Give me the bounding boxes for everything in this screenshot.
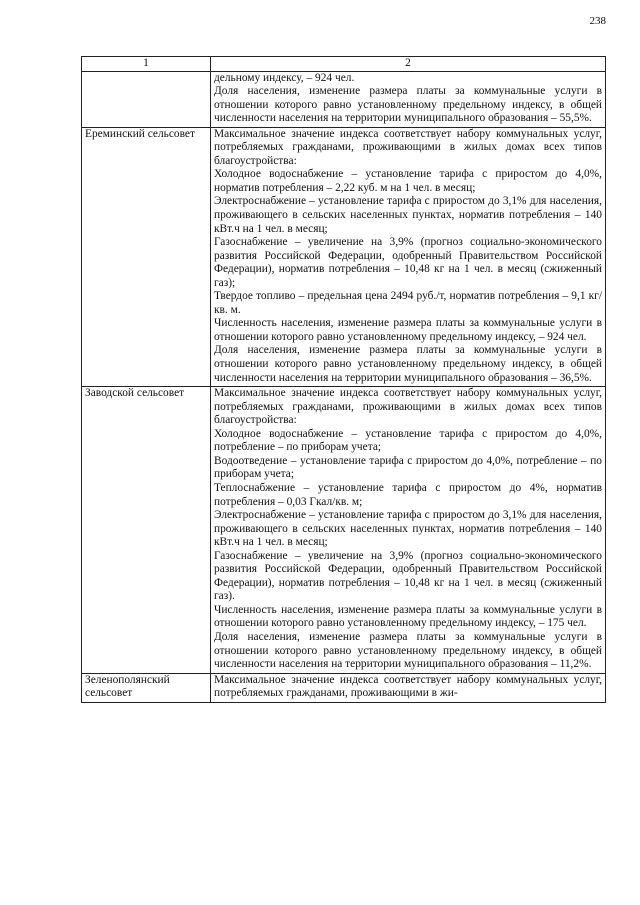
- description-cell: [211, 387, 606, 673]
- paragraph: Электроснабжение – установление тарифа с приростом до 3,1% для населения, проживающего в сельских населенных пунктах, норматив потребления – 140 кВт.ч на 1 чел. в месяц;: [214, 509, 602, 549]
- table-header-row: [82, 57, 606, 72]
- table-header-cell: 1: [82, 57, 211, 72]
- municipality-name-cell: [82, 673, 211, 702]
- municipality-name-cell: [82, 71, 211, 127]
- municipality-name: Зеленополянский сельсовет: [85, 673, 170, 700]
- municipality-name: Ереминский сельсовет: [85, 127, 195, 140]
- paragraph: Электроснабжение – установление тарифа с приростом до 3,1% для населения, проживающего в сельских населенных пунктах, норматив потребления – 140 кВт.ч на 1 чел. в месяц;: [214, 195, 602, 235]
- table-header-cell: 2: [211, 57, 606, 72]
- description-cell: [211, 71, 606, 127]
- table-row: [82, 387, 606, 673]
- table-row: [82, 673, 606, 702]
- paragraph: Теплоснабжение – установление тарифа с приростом до 4%, норматив потребления – 0,03 Гкал/кв. м;: [214, 481, 602, 508]
- document-table: [81, 56, 606, 703]
- paragraph: Максимальное значение индекса соответствует набору коммунальных услуг, потребляемых гражданами, проживающими в жилых домах всех типов благоустройства:: [214, 127, 602, 167]
- paragraph: дельному индексу, – 924 чел.: [214, 71, 355, 84]
- paragraph: Доля населения, изменение размера платы за коммунальные услуги в отношении которого равно установленному предельному индексу, в общей численности населения на территории муниципального образования – 11,2%.: [214, 630, 602, 671]
- paragraph: Газоснабжение – увеличение на 3,9% (прогноз социально-экономического развития Российской Федерации, одобренный Правительством Российской Федерации), норматив потребления – 10,48 кг на 1 чел. в месяц (сжиженный газ);: [214, 236, 602, 289]
- table-row: [82, 127, 606, 386]
- municipality-name-cell: [82, 387, 211, 673]
- paragraph: Холодное водоснабжение – установление тарифа с приростом до 4,0%, норматив потребления – 2,22 куб. м на 1 чел. в месяц;: [214, 168, 602, 194]
- paragraph: Газоснабжение – увеличение на 3,9% (прогноз социально-экономического развития Российской Федерации, одобренный Правительством Российской Федерации), норматив потребления – 10,48 кг на 1 чел. в месяц (сжиженный газ).: [214, 549, 602, 603]
- paragraph: Доля населения, изменение размера платы за коммунальные услуги в отношении которого равно установленному предельному индексу, в общей численности населения на территории муниципального образования – 55,5%.: [214, 85, 602, 125]
- paragraph: Твердое топливо – предельная цена 2494 руб./т, норматив потребления – 9,1 кг/кв. м.: [214, 290, 602, 316]
- paragraph: Холодное водоснабжение – установление тарифа с приростом до 4,0%, потребление – по приборам учета;: [214, 427, 602, 454]
- table-row: [82, 71, 606, 127]
- paragraph: Численность населения, изменение размера платы за коммунальные услуги в отношении которого равно установленному предельному индексу, – 175 чел.: [214, 603, 602, 630]
- page-number: 238: [589, 15, 606, 27]
- municipality-name: Заводской сельсовет: [85, 387, 185, 400]
- paragraph: Максимальное значение индекса соответствует набору коммунальных услуг, потребляемых гражданами, проживающими в жилых домах всех типов благоустройства:: [214, 387, 602, 427]
- description-cell: [211, 673, 606, 702]
- municipality-name-cell: [82, 127, 211, 386]
- description-cell: [211, 127, 606, 386]
- paragraph: Доля населения, изменение размера платы за коммунальные услуги в отношении которого равно установленному предельному индексу, в общей численности населения на территории муниципального образования – 36,5%.: [214, 344, 602, 384]
- paragraph: Численность населения, изменение размера платы за коммунальные услуги в отношении которого равно установленному предельному индексу, – 924 чел.: [214, 317, 602, 343]
- paragraph: Максимальное значение индекса соответствует набору коммунальных услуг, потребляемых гражданами, проживающими в жи-: [214, 673, 602, 700]
- paragraph: Водоотведение – установление тарифа с приростом до 4,0%, потребление – по приборам учета;: [214, 454, 602, 481]
